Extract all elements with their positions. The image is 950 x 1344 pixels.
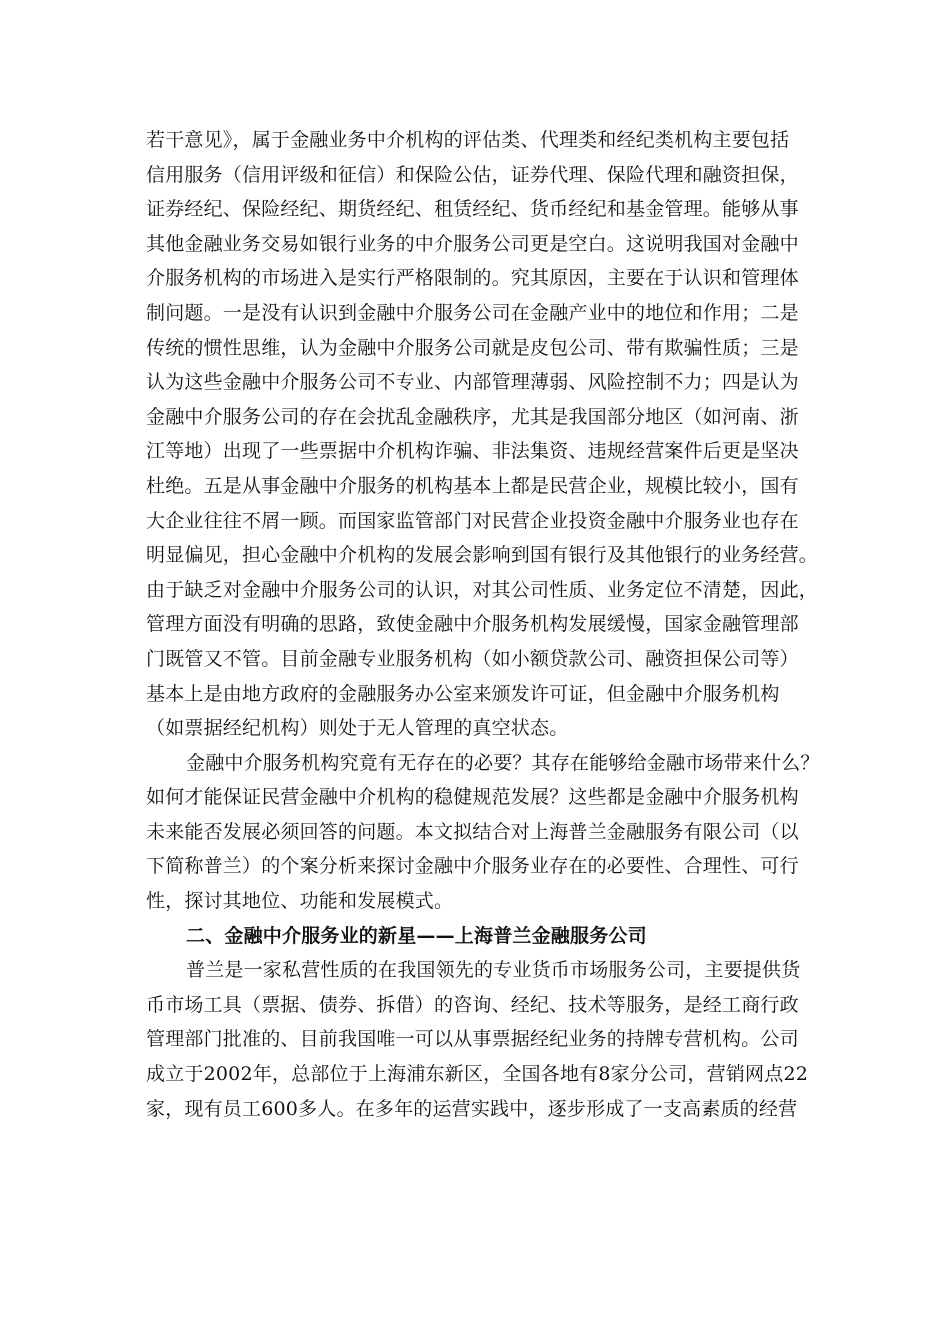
text-line: 江等地）出现了一些票据中介机构诈骗、非法集资、违规经营案件后更是坚决 (146, 440, 799, 463)
text-line: 基本上是由地方政府的金融服务办公室来颁发许可证，但金融中介服务机构 (146, 682, 780, 705)
text-line: 币市场工具（票据、债券、拆借）的咨询、经纪、技术等服务，是经工商行政 (146, 993, 799, 1016)
text-line: 下简称普兰）的个案分析来探讨金融中介服务业存在的必要性、合理性、可行 (146, 855, 799, 878)
text-line: 制问题。一是没有认识到金融中介服务公司在金融产业中的地位和作用；二是 (146, 301, 799, 324)
section-heading: 二、金融中介服务业的新星——上海普兰金融服务公司 (186, 924, 647, 947)
text-line: 家，现有员工600多人。在多年的运营实践中，逐步形成了一支高素质的经营 (146, 1097, 798, 1120)
text-line: 性，探讨其地位、功能和发展模式。 (146, 890, 454, 913)
paragraph-1 (146, 123, 820, 1126)
text-line: （如票据经纪机构）则处于无人管理的真空状态。 (146, 717, 569, 740)
text-line: 认为这些金融中介服务公司不专业、内部管理薄弱、风险控制不力；四是认为 (146, 371, 799, 394)
text-line: 证券经纪、保险经纪、期货经纪、租赁经纪、货币经纪和基金管理。能够从事 (146, 198, 799, 221)
text-line: 大企业往往不屑一顾。而国家监管部门对民营企业投资金融中介服务业也存在 (146, 509, 799, 532)
text-line: 未来能否发展必须回答的问题。本文拟结合对上海普兰金融服务有限公司（以 (146, 820, 799, 843)
text-line: 门既管又不管。目前金融专业服务机构（如小额贷款公司、融资担保公司等） (146, 647, 799, 670)
text-line: 信用服务（信用评级和征信）和保险公估，证券代理、保险代理和融资担保， (146, 163, 799, 186)
text-line: 传统的惯性思维，认为金融中介服务公司就是皮包公司、带有欺骗性质；三是 (146, 336, 799, 359)
text-line: 其他金融业务交易如银行业务的中介服务公司更是空白。这说明我国对金融中 (146, 232, 799, 255)
text-line: 若干意见》，属于金融业务中介机构的评估类、代理类和经纪类机构主要包括 (146, 129, 790, 151)
text-line: 由于缺乏对金融中介服务公司的认识，对其公司性质、业务定位不清楚，因此， (146, 578, 819, 601)
text-line: 管理部门批准的、目前我国唯一可以从事票据经纪业务的持牌专营机构。公司 (146, 1028, 799, 1051)
text-line: 成立于2002年，总部位于上海浦东新区，全国各地有8家分公司，营销网点22 (146, 1063, 809, 1086)
text-line: 明显偏见，担心金融中介机构的发展会影响到国有银行及其他银行的业务经营。 (146, 544, 819, 567)
text-line: 金融中介服务公司的存在会扰乱金融秩序，尤其是我国部分地区（如河南、浙 (146, 405, 799, 428)
text-line: 普兰是一家私营性质的在我国领先的专业货币市场服务公司，主要提供货 (186, 959, 801, 982)
text-line: 如何才能保证民营金融中介机构的稳健规范发展？这些都是金融中介服务机构 (146, 786, 799, 809)
text-line: 管理方面没有明确的思路，致使金融中介服务机构发展缓慢，国家金融管理部 (146, 613, 799, 636)
text-line: 金融中介服务机构究竟有无存在的必要？其存在能够给金融市场带来什么？ (186, 751, 820, 774)
text-line: 介服务机构的市场进入是实行严格限制的。究其原因，主要在于认识和管理体 (146, 267, 799, 290)
text-line: 杜绝。五是从事金融中介服务的机构基本上都是民营企业，规模比较小，国有 (146, 474, 799, 497)
